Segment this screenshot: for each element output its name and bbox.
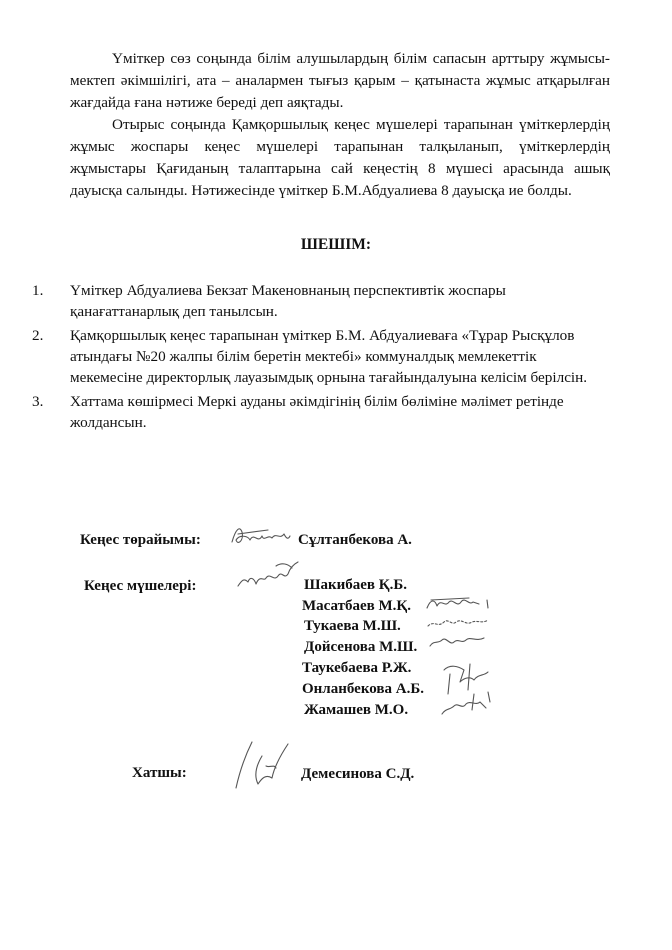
member-signature [428,632,488,652]
decision-number: 2. [32,327,44,344]
member-signature [236,560,300,592]
member-name: Жамашев М.О. [304,702,409,718]
member-signature [425,592,491,614]
chair-signature [228,522,292,552]
member-name: Онланбекова А.Б. [302,681,424,697]
decision-number: 3. [32,393,44,410]
secretary-name: Демесинова С.Д. [301,766,415,782]
chair-name: Сұлтанбекова А. [298,532,412,548]
decision-item [32,325,607,388]
member-name: Масатбаев М.Қ. [302,598,412,614]
member-name: Таукебаева Р.Ж. [302,660,412,676]
member-signature [440,690,496,720]
member-name: Шакибаев Қ.Б. [304,577,408,593]
member-signature [426,614,490,632]
secretary-signature [232,738,292,794]
decision-number: 1. [32,282,44,299]
paragraph-voting-result: Отырыс соңында Қамқоршылық кеңес мүшелері тарапынан үміткерлердің жұмыс жоспары кеңес мүшелері тарапынан талқыланып, үміткерлердің жұмыстары Қағиданың талаптарына сай кеңестің 8 мүшесі арасында ашық дауысқа салынды. Нәтижесінде үміткер Б.М.Абдуалиева 8 дауысқа ие болды. [70,116,610,199]
decision-text: Үміткер Абдуалиева Бекзат Макеновнаның перспективтік жоспары қанағаттанарлық деп танылсын. [70,282,506,320]
decision-heading: ШЕШІМ: [300,236,372,253]
members-label: Кеңес мүшелері: [84,578,197,594]
secretary-label: Хатшы: [132,765,187,781]
decision-item [32,280,607,322]
member-name: Тукаева М.Ш. [304,618,401,634]
decision-item [32,391,607,433]
paragraph-candidate-speech: Үміткер сөз соңында білім алушылардың білім сапасын арттыру жұмысы- мектеп әкімшілігі, ата – аналармен тығыз қарым – қатынаста жұмыс атқарылған жағдайда ғана нәтиже береді деп аяқтады. [70,50,610,111]
decision-text: Хаттама көшірмесі Меркі ауданы әкімдігінің білім бөліміне мәлімет ретінде жолдансын. [70,393,564,431]
decision-list [32,280,607,436]
chair-label: Кеңес төрайымы: [80,532,201,548]
member-name: Дойсенова М.Ш. [304,639,418,655]
decision-text: Қамқоршылық кеңес тарапынан үміткер Б.М. Абдуалиеваға «Тұрар Рысқұлов атындағы №20 жалпы білім беретін мектебі» коммуналдық мемлекеттік мекемесіне директорлық лауазымдық орнына тағайындалуына келісім берілсін. [70,327,588,386]
